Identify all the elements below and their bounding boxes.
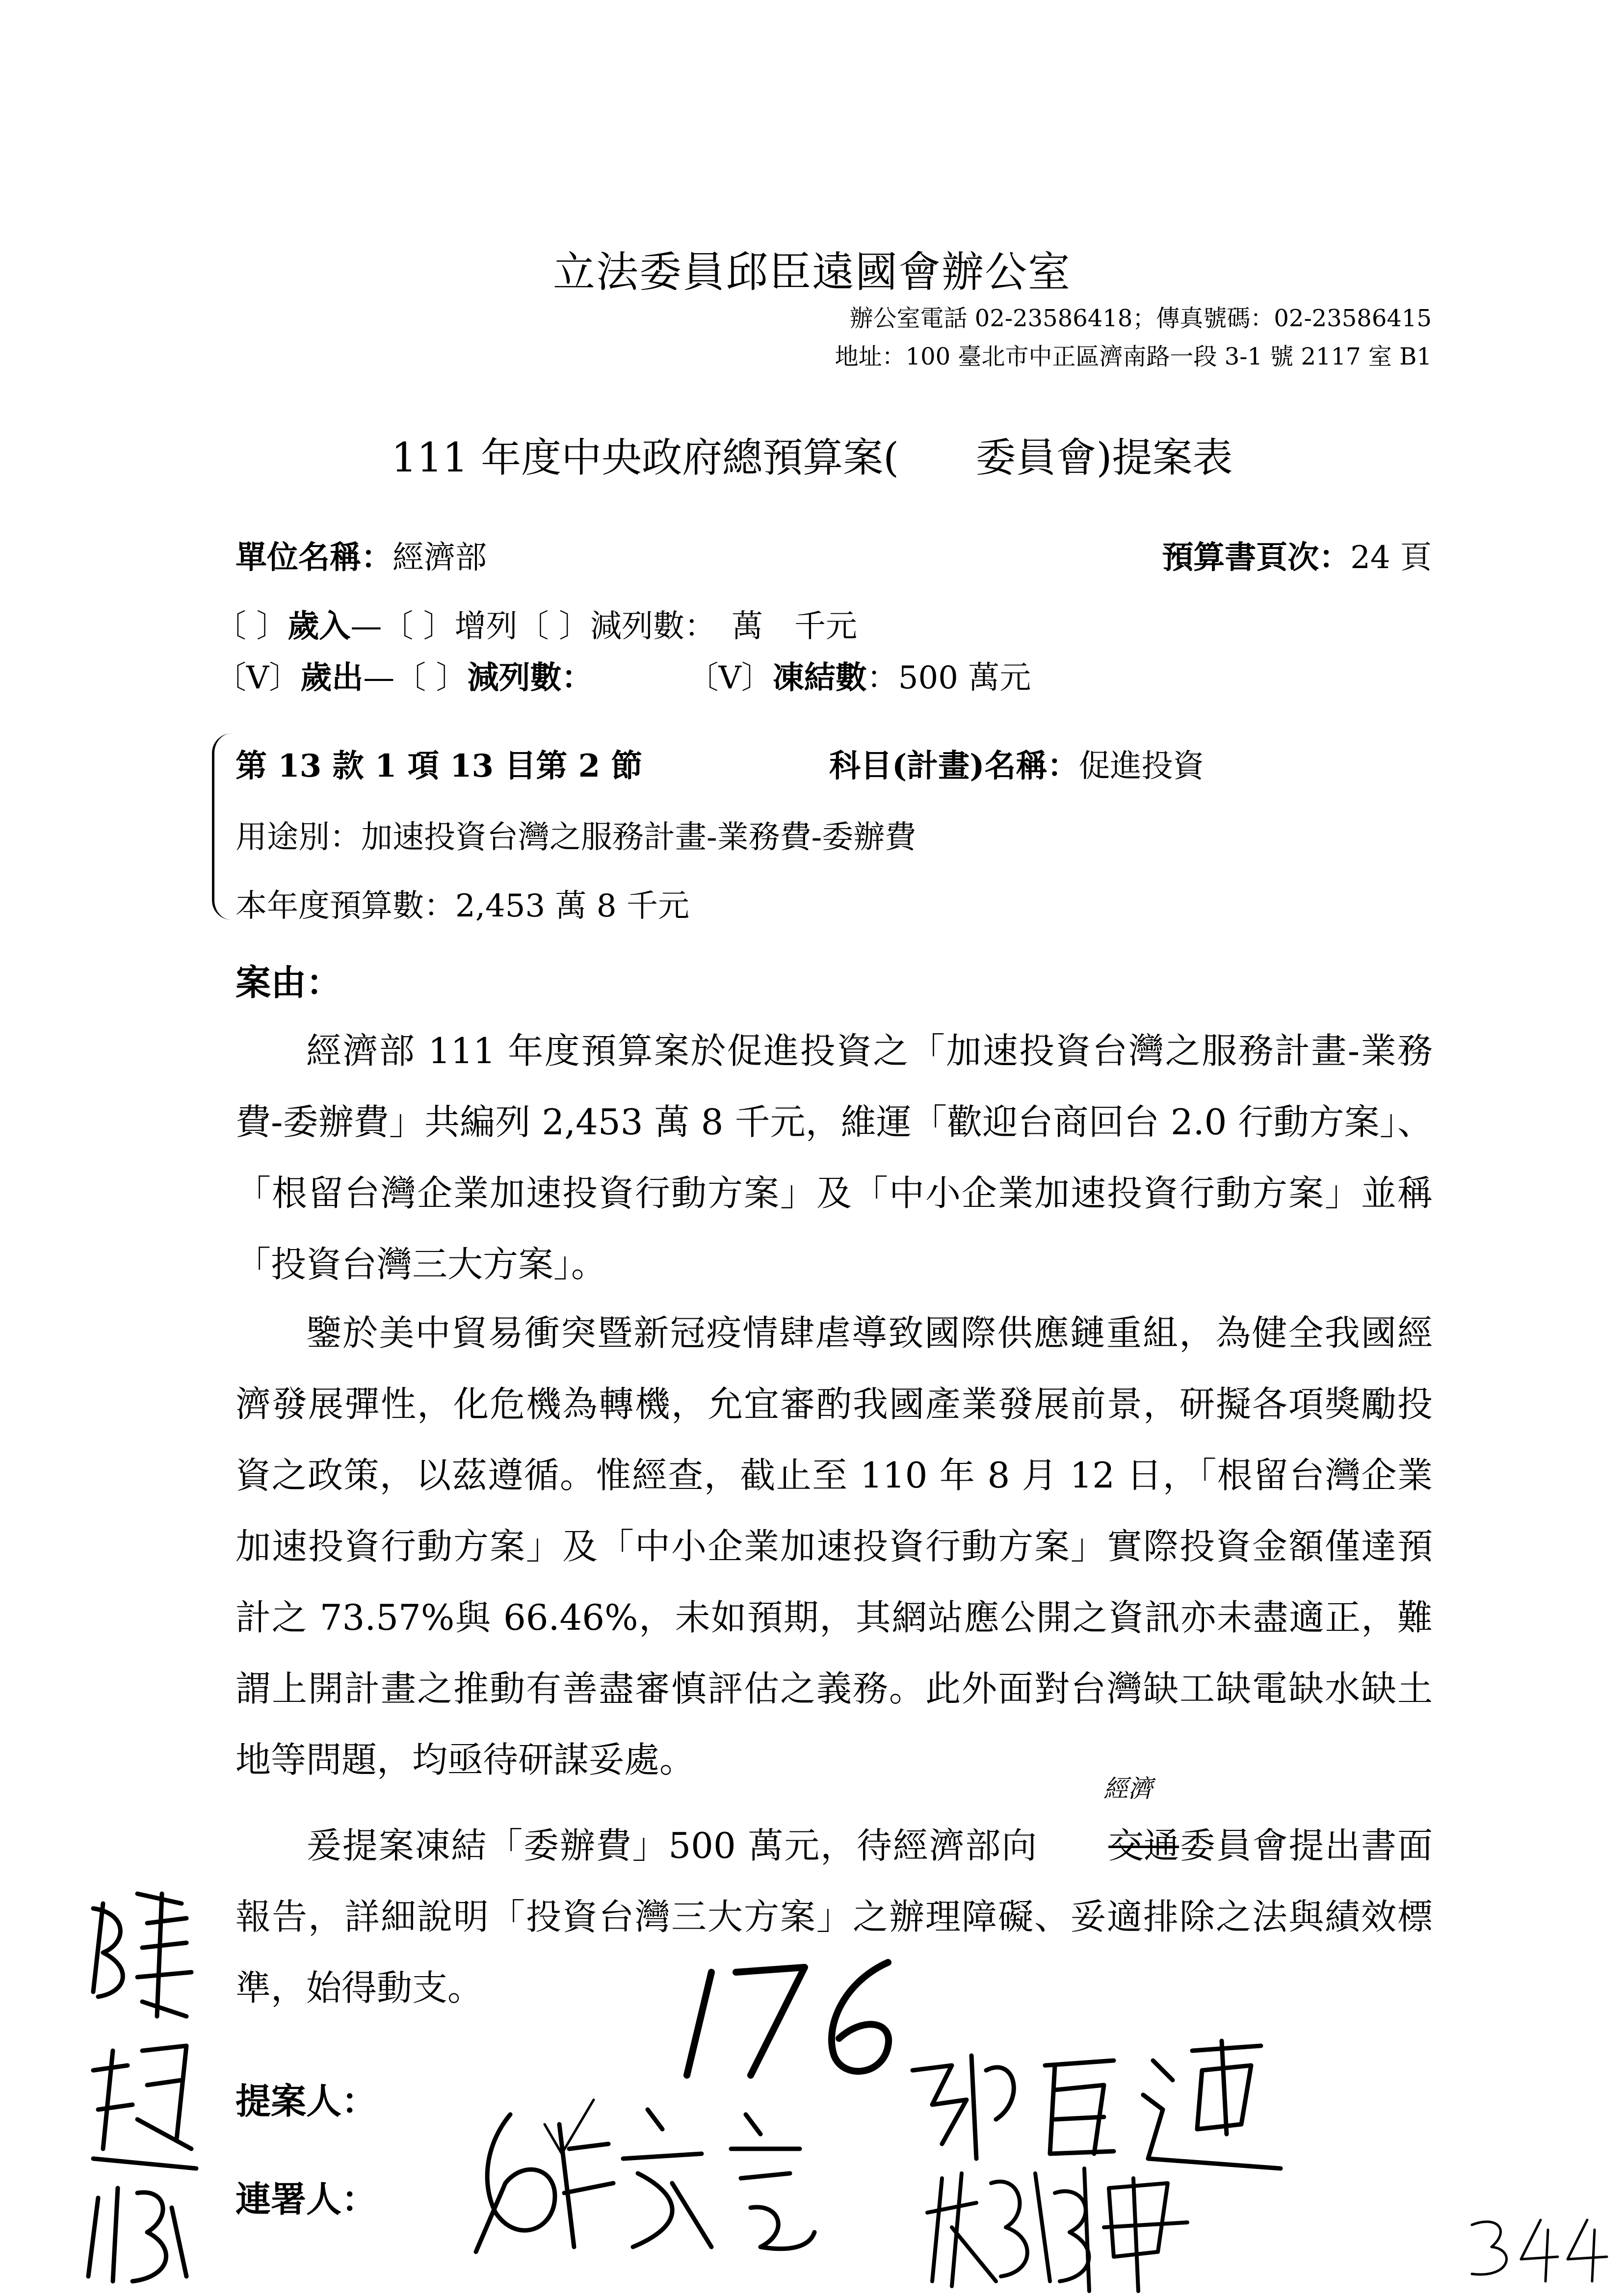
unit-value: 經濟部 xyxy=(393,540,487,576)
page-ref-label: 預算書頁次： xyxy=(1162,539,1351,576)
struck-word: 交通 xyxy=(1108,1825,1179,1866)
revenue-label: 歲入 xyxy=(288,608,351,645)
usage-line: 用途別：加速投資台灣之服務計畫-業務費-委辦費 xyxy=(236,819,917,856)
subject-label: 科目(計畫)名稱： xyxy=(829,748,1079,784)
item-bracket xyxy=(212,733,234,920)
subject-name xyxy=(829,741,1205,786)
current-budget-line: 本年度預算數：2,453 萬 8 千元 xyxy=(236,888,689,924)
reason-paragraph-1: 經濟部 111 年度預算案於促進投資之「加速投資台灣之服務計畫-業務費-委辦費」共編列 2,453 萬 8 千元，維運「歡迎台商回台 2.0 行動方案」、「根留台灣企業加速投資行動方案」及「中小企業加速投資行動方案」並稱「投資台灣三大方案」。 xyxy=(236,1030,1433,1285)
reduce-label: 減列數： xyxy=(467,659,577,696)
handwritten-insertion: 經濟 xyxy=(1103,1774,1153,1803)
reason-paragraph-2: 鑒於美中貿易衝突暨新冠疫情肆虐導致國際供應鏈重組，為健全我國經濟發展彈性，化危機為轉機，允宜審酌我國產業發展前景，研擬各項獎勵投資之政策，以茲遵循。惟經查，截止至 110 年 8 月 12 日，「根留台灣企業加速投資行動方案」及「中小企業加速投資行動方案」實際投資金額僅達預計之 73.57%與 66.46%，未如預期，其網站應公開之資訊亦未盡適正，難謂上開計畫之推動有善盡審慎評估之義務。此外面對台灣缺工缺電缺水缺土地等問題，均亟待研謀妥處。 xyxy=(236,1312,1433,1780)
address-line: 地址：100 臺北市中正區濟南路一段 3-1 號 2117 室 B1 xyxy=(835,343,1432,370)
unit-name xyxy=(236,532,487,577)
cosigner-label: 連署人： xyxy=(236,2178,377,2220)
struck-correction xyxy=(1038,1774,1179,1881)
expenditure-label: 歲出 xyxy=(300,659,364,696)
reduce-checkbox: —〔 〕 xyxy=(363,660,468,696)
reason-heading: 案由： xyxy=(236,962,342,1003)
item-section: 第 13 款 1 項 13 目第 2 節 xyxy=(236,748,643,784)
revenue-options: —〔 〕增列〔 〕減列數： 萬 千元 xyxy=(350,608,858,645)
left-vertical-signature xyxy=(74,1874,201,2296)
office-title: 立法委員邱臣遠國會辦公室 xyxy=(553,248,1071,297)
handwritten-page-number-344 xyxy=(1467,2215,1609,2284)
handwritten-number-176 xyxy=(677,1953,913,2090)
form-title: 111 年度中央政府總預算案( 委員會)提案表 xyxy=(391,435,1233,481)
expenditure-checkbox: 〔V〕 xyxy=(215,660,301,696)
paragraph-3-lead: 爰提案凍結「委辦費」500 萬元，待經濟部向 xyxy=(306,1825,1038,1866)
budget-page-ref xyxy=(1162,532,1432,577)
revenue-line xyxy=(215,601,857,646)
cosigner-signature-1 xyxy=(466,2085,819,2281)
expenditure-line xyxy=(215,652,1031,698)
freeze-checkbox: 〔V〕 xyxy=(577,660,773,696)
paragraph-3-rest: 委員會提出書面報告，詳細說明「投資台灣三大方案」之辦理障礙、妥適排除之法與績效標準，始得動支。 xyxy=(236,1825,1433,2009)
proposer-label: 提案人： xyxy=(236,2080,377,2122)
phone-fax-line: 辦公室電話 02-23586418；傳真號碼：02-23586415 xyxy=(849,305,1432,332)
revenue-checkbox: 〔 〕 xyxy=(215,608,288,645)
subject-value: 促進投資 xyxy=(1078,748,1205,784)
unit-label: 單位名稱： xyxy=(236,539,393,576)
page-ref-value: 24 頁 xyxy=(1350,540,1432,576)
freeze-label: 凍結數 xyxy=(772,659,867,696)
cosigner-signature-2 xyxy=(922,2154,1197,2296)
proposer-signature xyxy=(898,2011,1290,2178)
freeze-amount: ：500 萬元 xyxy=(866,660,1031,696)
